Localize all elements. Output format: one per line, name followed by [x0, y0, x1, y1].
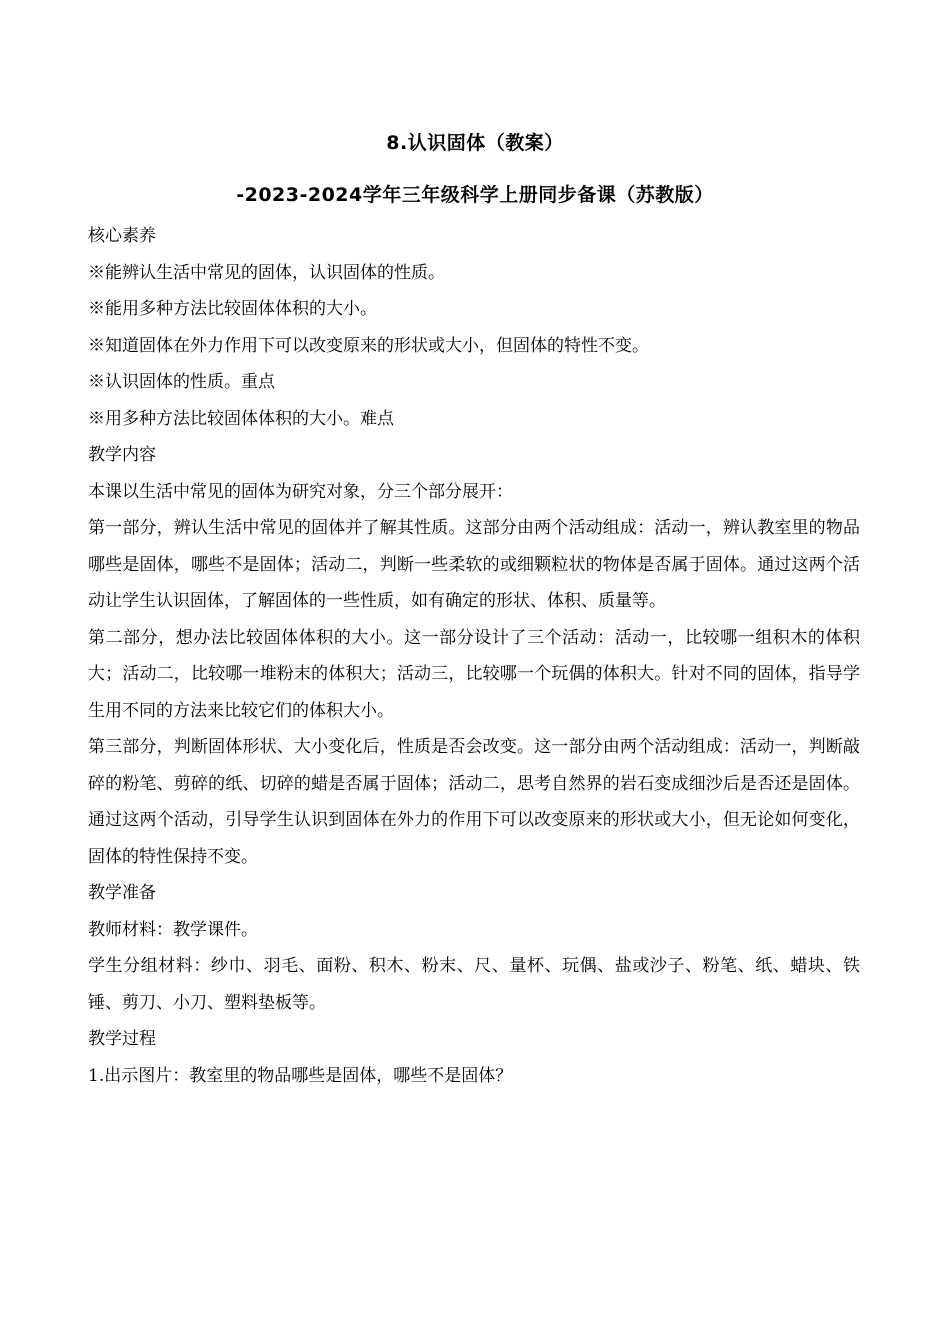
body-paragraph: 学生分组材料：纱巾、羽毛、面粉、积木、粉末、尺、量杯、玩偶、盐或沙子、粉笔、纸、蜡块、铁锤、剪刀、小刀、塑料垫板等。 [88, 956, 860, 1013]
body-paragraph: 第二部分，想办法比较固体体积的大小。这一部分设计了三个活动：活动一，比较哪一组积木的体积大；活动二，比较哪一堆粉末的体积大；活动三，比较哪一个玩偶的体积大。针对不同的固体，指导学生用不同的方法来比较它们的体积大小。 [88, 627, 860, 721]
core-literacy-item: ※知道固体在外力作用下可以改变原来的形状或大小，但固体的特性不变。 [88, 335, 649, 356]
body-paragraph: 教师材料：教学课件。 [88, 919, 258, 940]
core-literacy-item: ※能用多种方法比较固体体积的大小。 [88, 299, 377, 319]
core-literacy-item: ※能辨认生活中常见的固体，认识固体的性质。 [88, 262, 445, 283]
body-paragraph: 第三部分，判断固体形状、大小变化后，性质是否会改变。这一部分由两个活动组成：活动一，判断敲碎的粉笔、剪碎的纸、切碎的蜡是否属于固体；活动二，思考自然界的岩石变成细沙后是否还是固体。通过这两个活动，引导学生认识到固体在外力的作用下可以改变原来的形状或大小，但无论如何变化，固体的特性保持不变。 [88, 737, 860, 867]
document-body [88, 218, 860, 1094]
section-heading-process: 教学过程 [88, 1029, 156, 1049]
section-heading-teaching-content: 教学内容 [88, 445, 156, 465]
core-literacy-item: ※认识固体的性质。重点 [88, 372, 275, 392]
section-heading-core-literacy: 核心素养 [88, 226, 156, 246]
core-literacy-item: ※用多种方法比较固体体积的大小。难点 [88, 408, 394, 429]
body-paragraph: 第一部分，辨认生活中常见的固体并了解其性质。这部分由两个活动组成：活动一，辨认教室里的物品哪些是固体，哪些不是固体；活动二，判断一些柔软的或细颗粒状的物体是否属于固体。通过这两个活动让学生认识固体，了解固体的一些性质，如有确定的形状、体积、质量等。 [88, 518, 860, 611]
document-title: 8.认识固体（教案） [386, 132, 564, 154]
body-paragraph: 本课以生活中常见的固体为研究对象，分三个部分展开： [88, 481, 513, 502]
section-heading-preparation: 教学准备 [88, 883, 156, 903]
document-subtitle: -2023-2024学年三年级科学上册同步备课（苏教版） [236, 184, 714, 206]
body-paragraph: 1.出示图片：教室里的物品哪些是固体，哪些不是固体？ [88, 1065, 513, 1086]
